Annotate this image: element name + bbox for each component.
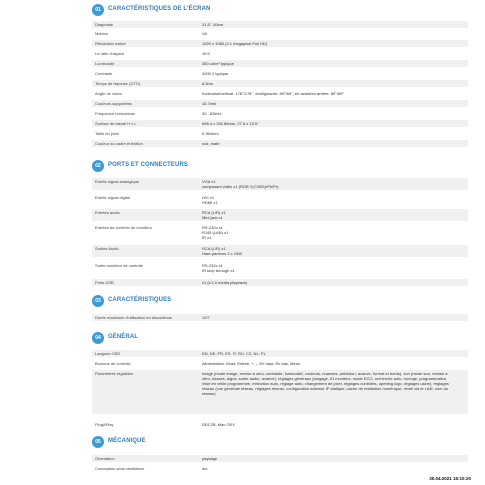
section-title: CARACTÉRISTIQUES <box>108 297 172 303</box>
spec-row <box>92 370 468 414</box>
spec-label: Langues OSD <box>95 351 121 356</box>
spec-row <box>92 314 468 321</box>
spec-row <box>92 178 468 190</box>
section-number-badge: 03 <box>92 295 104 307</box>
spec-row <box>92 40 468 47</box>
spec-value: 1920 x 1080 (2.1 megapixel Full HD) <box>202 41 268 46</box>
spec-row <box>92 421 468 428</box>
spec-label: Durée maximum d'utilisation en discontinue <box>95 315 173 320</box>
spec-value: x1 (v.2.0 media playback) <box>202 280 248 285</box>
spec-row <box>92 110 468 117</box>
spec-row <box>92 224 468 241</box>
spec-row <box>92 194 468 206</box>
section-header-characteristics <box>92 295 468 309</box>
spec-label: Le ratio d'aspect <box>95 51 125 56</box>
section-title: PORTS ET CONNECTEURS <box>108 162 189 168</box>
spec-row <box>92 100 468 107</box>
spec-value: 6.5ms <box>202 81 213 86</box>
spec-value: RCA (L/R) x1 Haut-parleurs 2 x 10W <box>202 246 243 256</box>
spec-row <box>92 140 468 147</box>
spec-value: 4000:1 typique <box>202 71 229 76</box>
spec-row <box>92 245 468 257</box>
spec-row <box>92 455 468 462</box>
spec-label: Conception sans ventilateur <box>95 466 145 471</box>
spec-row <box>92 360 468 367</box>
spec-value: 698.4 x 392.85mm, 27.5 x 15.5" <box>202 121 259 126</box>
spec-row <box>92 60 468 67</box>
spec-value: Alimentation, Muet, Entrée, +, -, En haut, En bas, Menu <box>202 361 301 366</box>
spec-label: Taille du pixel <box>95 131 120 136</box>
spec-row <box>92 120 468 127</box>
spec-value: oui <box>202 466 208 471</box>
spec-value: image (mode image, remise à zéro, contraste, luminosité, couleurs, nuances, précision, avance, format et bords), son (mode son, remise à zéro, basses, aigus, sortie audio, avancé), réglages généraux (langage, ID moniteur, mode ECO, recherche auto, horloge, programmation, mise en veille programmée, extinction auto, réglage auto, changement de pixel, réglages contrôles, opening logo, réglages usine), réglages réseau (vue générale réseau, réglages réseau, configuration adresse IP statique, cache de restitution numérique, réveil via le LAN, nom du réseau) <box>202 371 449 396</box>
spec-label: Sorties Audio <box>95 246 119 251</box>
spec-value: 30 - 83kHz <box>202 111 222 116</box>
spec-row <box>92 80 468 87</box>
section-number-badge: 05 <box>92 436 104 448</box>
spec-row <box>92 350 468 357</box>
spec-value: noir, mate <box>202 141 220 146</box>
section-header-general <box>92 332 468 346</box>
print-timestamp: 30.04.2021 16:10:20 <box>429 476 471 481</box>
spec-value: horizontal/vertical: 178°/178°, droit/gauche: 89°/89°, en avant/en arrière: 89°/89° <box>202 91 344 96</box>
section-header-screen <box>92 4 468 18</box>
spec-label: Entrées audio <box>95 210 120 215</box>
spec-value: paysage <box>202 456 218 461</box>
spec-value: 16.7mln <box>202 101 217 106</box>
spec-label: Temps de réponse (GTG) <box>95 81 141 86</box>
spec-value: VA <box>202 31 208 36</box>
spec-label: Entrées de contrôle du moniteur <box>95 225 152 230</box>
spec-row <box>92 21 468 28</box>
spec-row <box>92 30 468 37</box>
spec-value: 12/7 <box>202 315 210 320</box>
spec-value: RCA (L/R) x1 Mini jack x1 <box>202 210 226 220</box>
spec-value: VGA x1 composant vidéo x1 (RGB Y(CVBS)/Pb/Pr) <box>202 179 279 189</box>
spec-label: Couleur du cadre et finition <box>95 141 143 146</box>
spec-row <box>92 279 468 286</box>
spec-row <box>92 90 468 97</box>
spec-label: Ports USB <box>95 280 114 285</box>
spec-label: Matrice <box>95 31 109 36</box>
spec-value: 31.5", 80cm <box>202 22 224 27</box>
spec-value: RS-232c x1 IR loop through x1 <box>202 263 235 273</box>
section-number-badge: 02 <box>92 160 104 172</box>
spec-value: 16:9 <box>202 51 210 56</box>
spec-row <box>92 209 468 221</box>
section-title: MÉCANIQUE <box>108 438 146 444</box>
section-title: GÉNÉRAL <box>108 334 139 340</box>
spec-value: EN, DE, FR, ES, IT, RU, CZ, NL, PL <box>202 351 266 356</box>
spec-row <box>92 70 468 77</box>
spec-label: Entrée signal digital <box>95 195 130 200</box>
spec-label: Orientation <box>95 456 115 461</box>
spec-value: 350 cd/m² typique <box>202 61 234 66</box>
spec-value: DVI x1 HDMI x1 <box>202 195 218 205</box>
spec-value: DDC2B, Mac OSX <box>202 422 235 427</box>
spec-label: Luminosité <box>95 61 115 66</box>
spec-row <box>92 50 468 57</box>
section-number-badge: 01 <box>92 4 104 16</box>
spec-label: Diagonale <box>95 22 114 27</box>
spec-label: Plug&Play <box>95 422 114 427</box>
spec-label: Paramètres réglables <box>95 371 134 376</box>
spec-label: Surface de travail H x L <box>95 121 137 126</box>
spec-label: Couleurs supportées <box>95 101 132 106</box>
section-number-badge: 04 <box>92 332 104 344</box>
spec-label: Sortie moniteur de contrôle <box>95 263 144 268</box>
spec-label: Fréquence horizontale <box>95 111 135 116</box>
spec-row <box>92 465 468 472</box>
section-title: CARACTÉRISTIQUES DE L'ÉCRAN <box>108 6 211 12</box>
spec-row <box>92 130 468 137</box>
spec-label: Résolution native <box>95 41 126 46</box>
spec-label: Angle de vision <box>95 91 123 96</box>
spec-value: 0.364mm <box>202 131 219 136</box>
section-header-ports <box>92 160 468 174</box>
spec-row <box>92 262 468 274</box>
spec-label: Entrée signal analogique <box>95 179 140 184</box>
section-header-mechanics <box>92 436 468 450</box>
spec-label: Boutons de contrôle <box>95 361 131 366</box>
spec-label: Contraste <box>95 71 113 76</box>
spec-value: RS-232c x1 RJ45 (LAN) x1 IR x1 <box>202 225 229 240</box>
